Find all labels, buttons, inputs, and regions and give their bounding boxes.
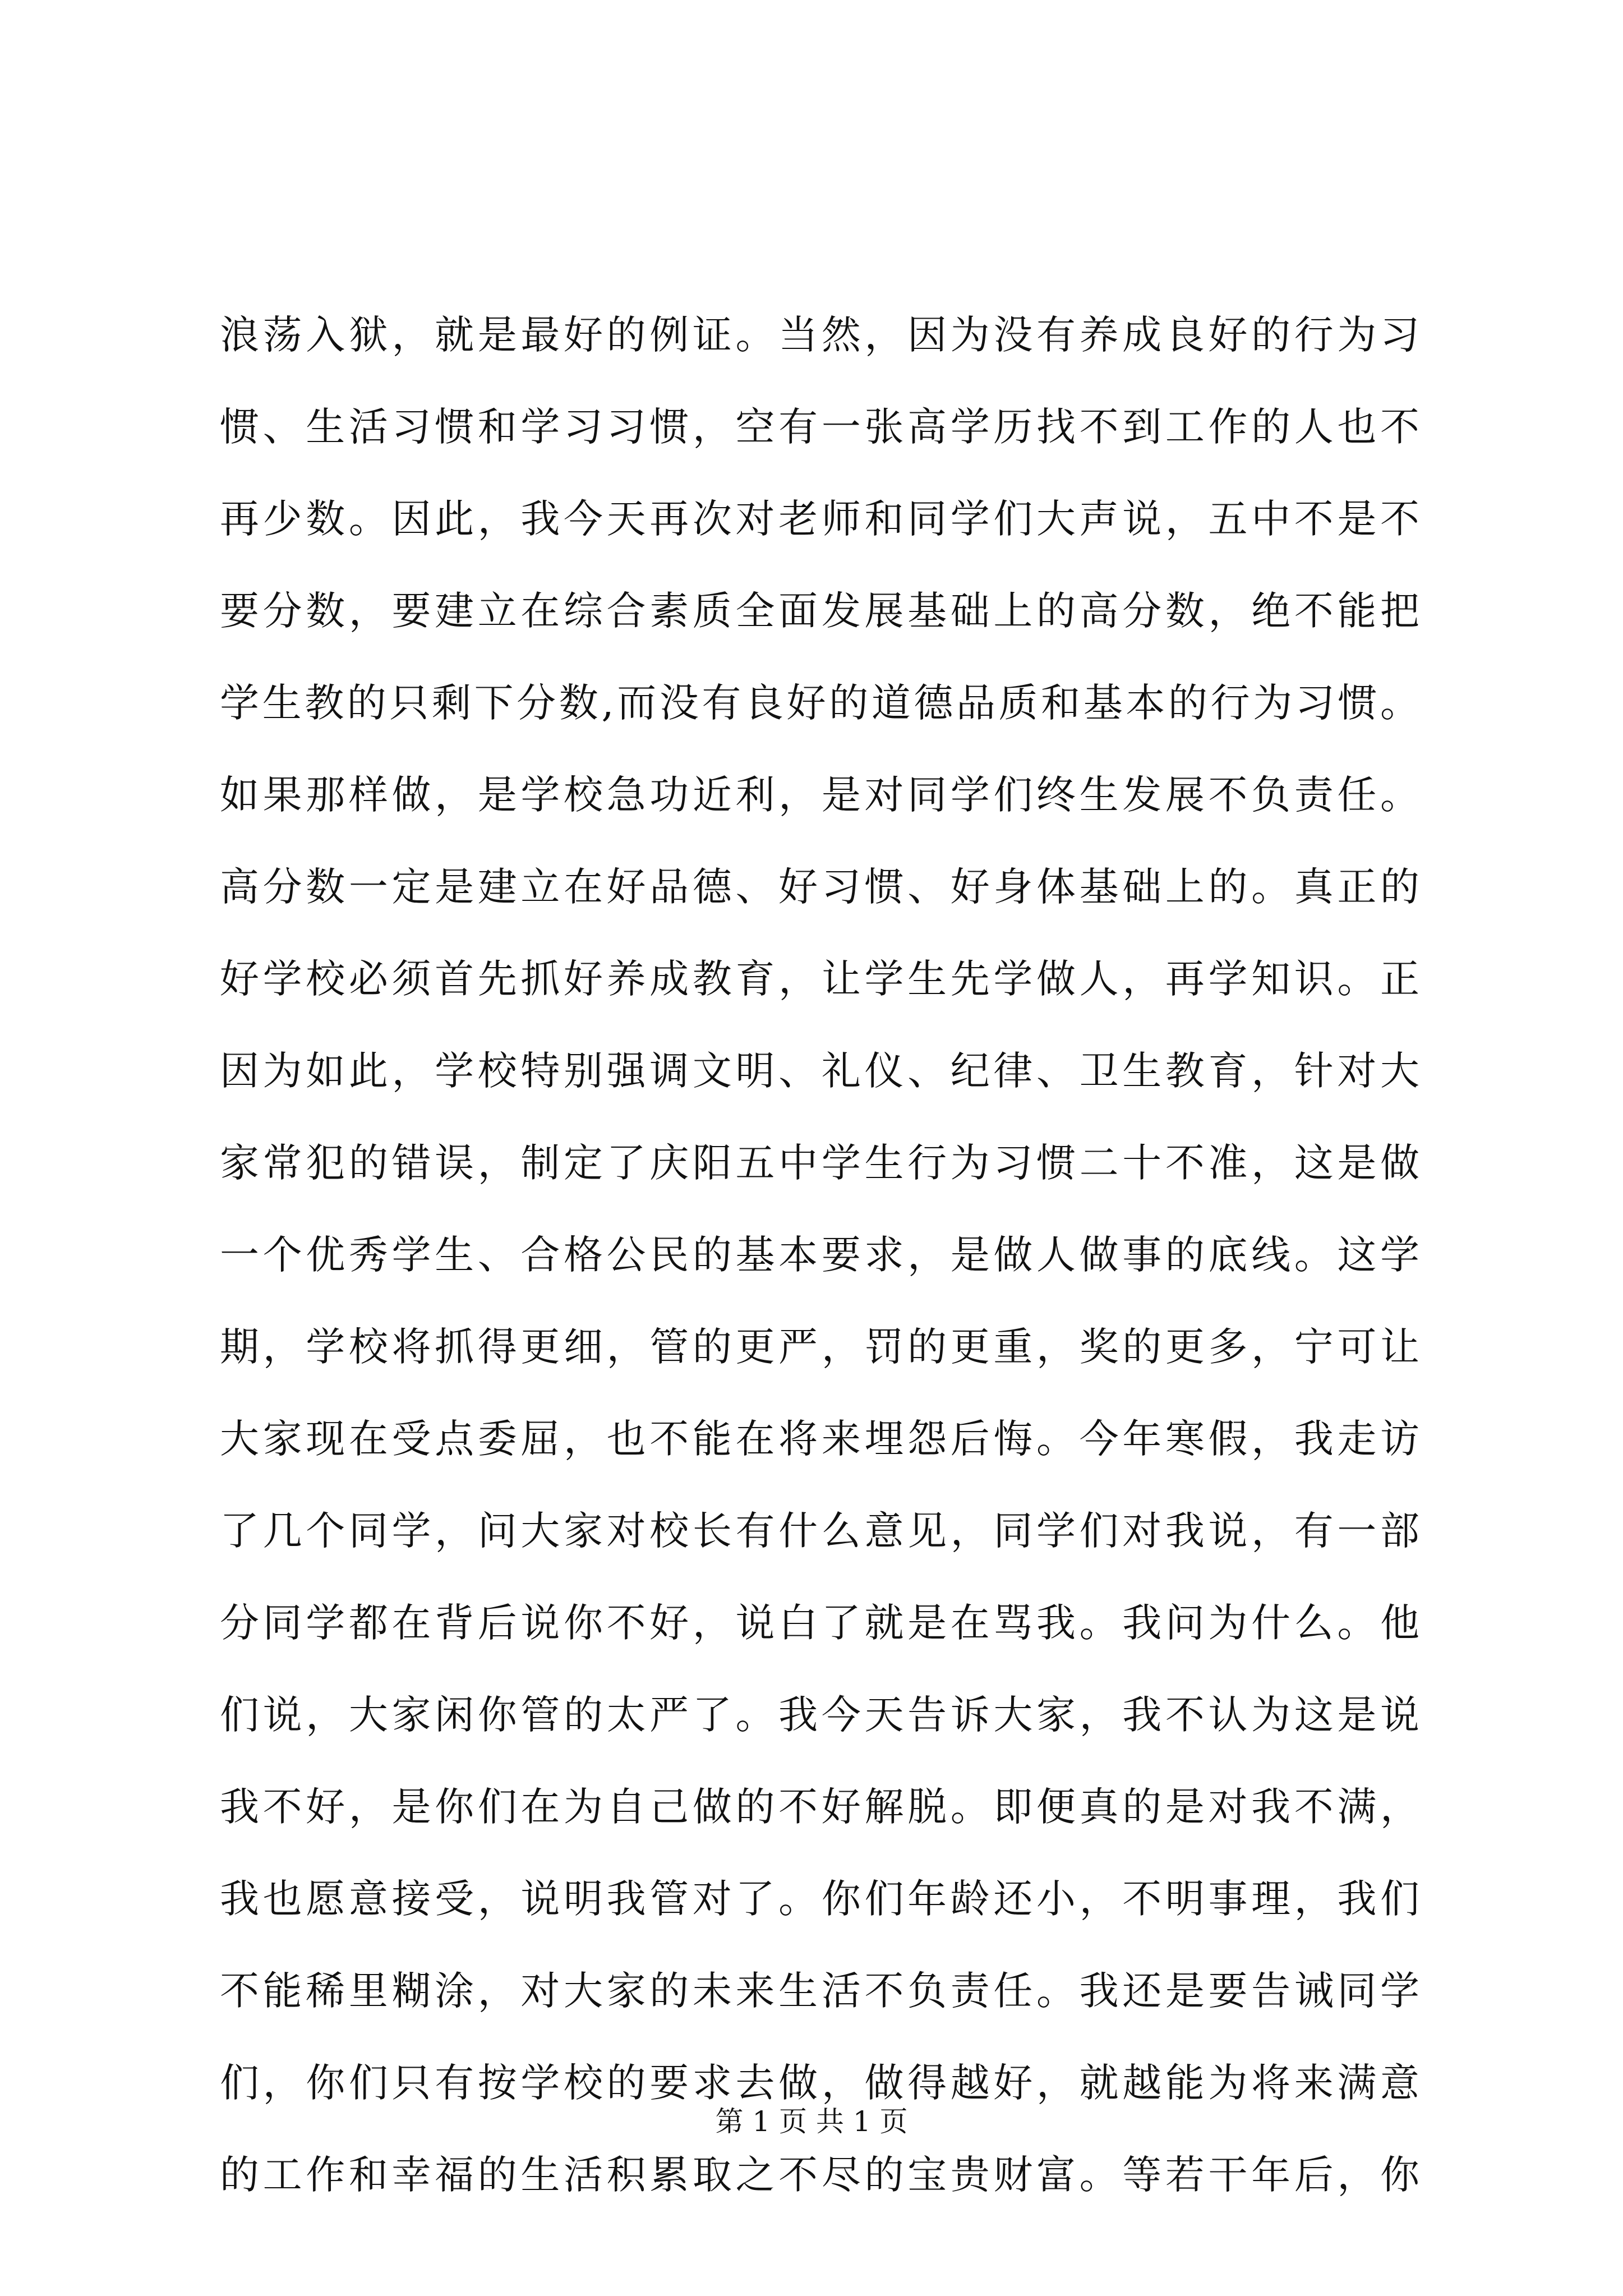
text-line: 我不好，是你们在为自己做的不好解脱。即便真的是对我不满， — [220, 1784, 1420, 1830]
text-line: 再少数。因此，我今天再次对老师和同学们大声说，五中不是不 — [220, 496, 1420, 542]
text-line: 不能稀里糊涂，对大家的未来生活不负责任。我还是要告诫同学 — [220, 1968, 1420, 2014]
text-line: 如果那样做，是学校急功近利，是对同学们终生发展不负责任。 — [220, 772, 1420, 818]
text-line: 惯、生活习惯和学习习惯，空有一张高学历找不到工作的人也不 — [220, 404, 1420, 450]
text-line: 的工作和幸福的生活积累取之不尽的宝贵财富。等若干年后，你 — [220, 2152, 1420, 2198]
text-line: 高分数一定是建立在好品德、好习惯、好身体基础上的。真正的 — [220, 864, 1420, 910]
text-line: 大家现在受点委屈，也不能在将来埋怨后悔。今年寒假，我走访 — [220, 1416, 1420, 1462]
text-line: 们说，大家闲你管的太严了。我今天告诉大家，我不认为这是说 — [220, 1692, 1420, 1738]
text-line: 浪荡入狱，就是最好的例证。当然，因为没有养成良好的行为习 — [220, 312, 1420, 358]
text-line: 我也愿意接受，说明我管对了。你们年龄还小，不明事理，我们 — [220, 1876, 1420, 1922]
text-line: 要分数，要建立在综合素质全面发展基础上的高分数，绝不能把 — [220, 588, 1420, 634]
body-text — [220, 289, 1420, 2221]
text-line: 好学校必须首先抓好养成教育，让学生先学做人，再学知识。正 — [220, 956, 1420, 1002]
text-line: 学生教的只剩下分数,而没有良好的道德品质和基本的行为习惯。 — [220, 680, 1420, 726]
text-line: 了几个同学，问大家对校长有什么意见，同学们对我说，有一部 — [220, 1508, 1420, 1554]
text-line: 家常犯的错误，制定了庆阳五中学生行为习惯二十不准，这是做 — [220, 1140, 1420, 1186]
text-line: 期，学校将抓得更细，管的更严，罚的更重，奖的更多，宁可让 — [220, 1324, 1420, 1370]
text-line: 因为如此，学校特别强调文明、礼仪、纪律、卫生教育，针对大 — [220, 1048, 1420, 1094]
text-line: 一个优秀学生、合格公民的基本要求，是做人做事的底线。这学 — [220, 1232, 1420, 1278]
text-line: 分同学都在背后说你不好，说白了就是在骂我。我问为什么。他 — [220, 1600, 1420, 1646]
text-line: 们，你们只有按学校的要求去做，做得越好，就越能为将来满意 — [220, 2060, 1420, 2106]
page-footer: 第 1 页 共 1 页 — [715, 2105, 908, 2138]
